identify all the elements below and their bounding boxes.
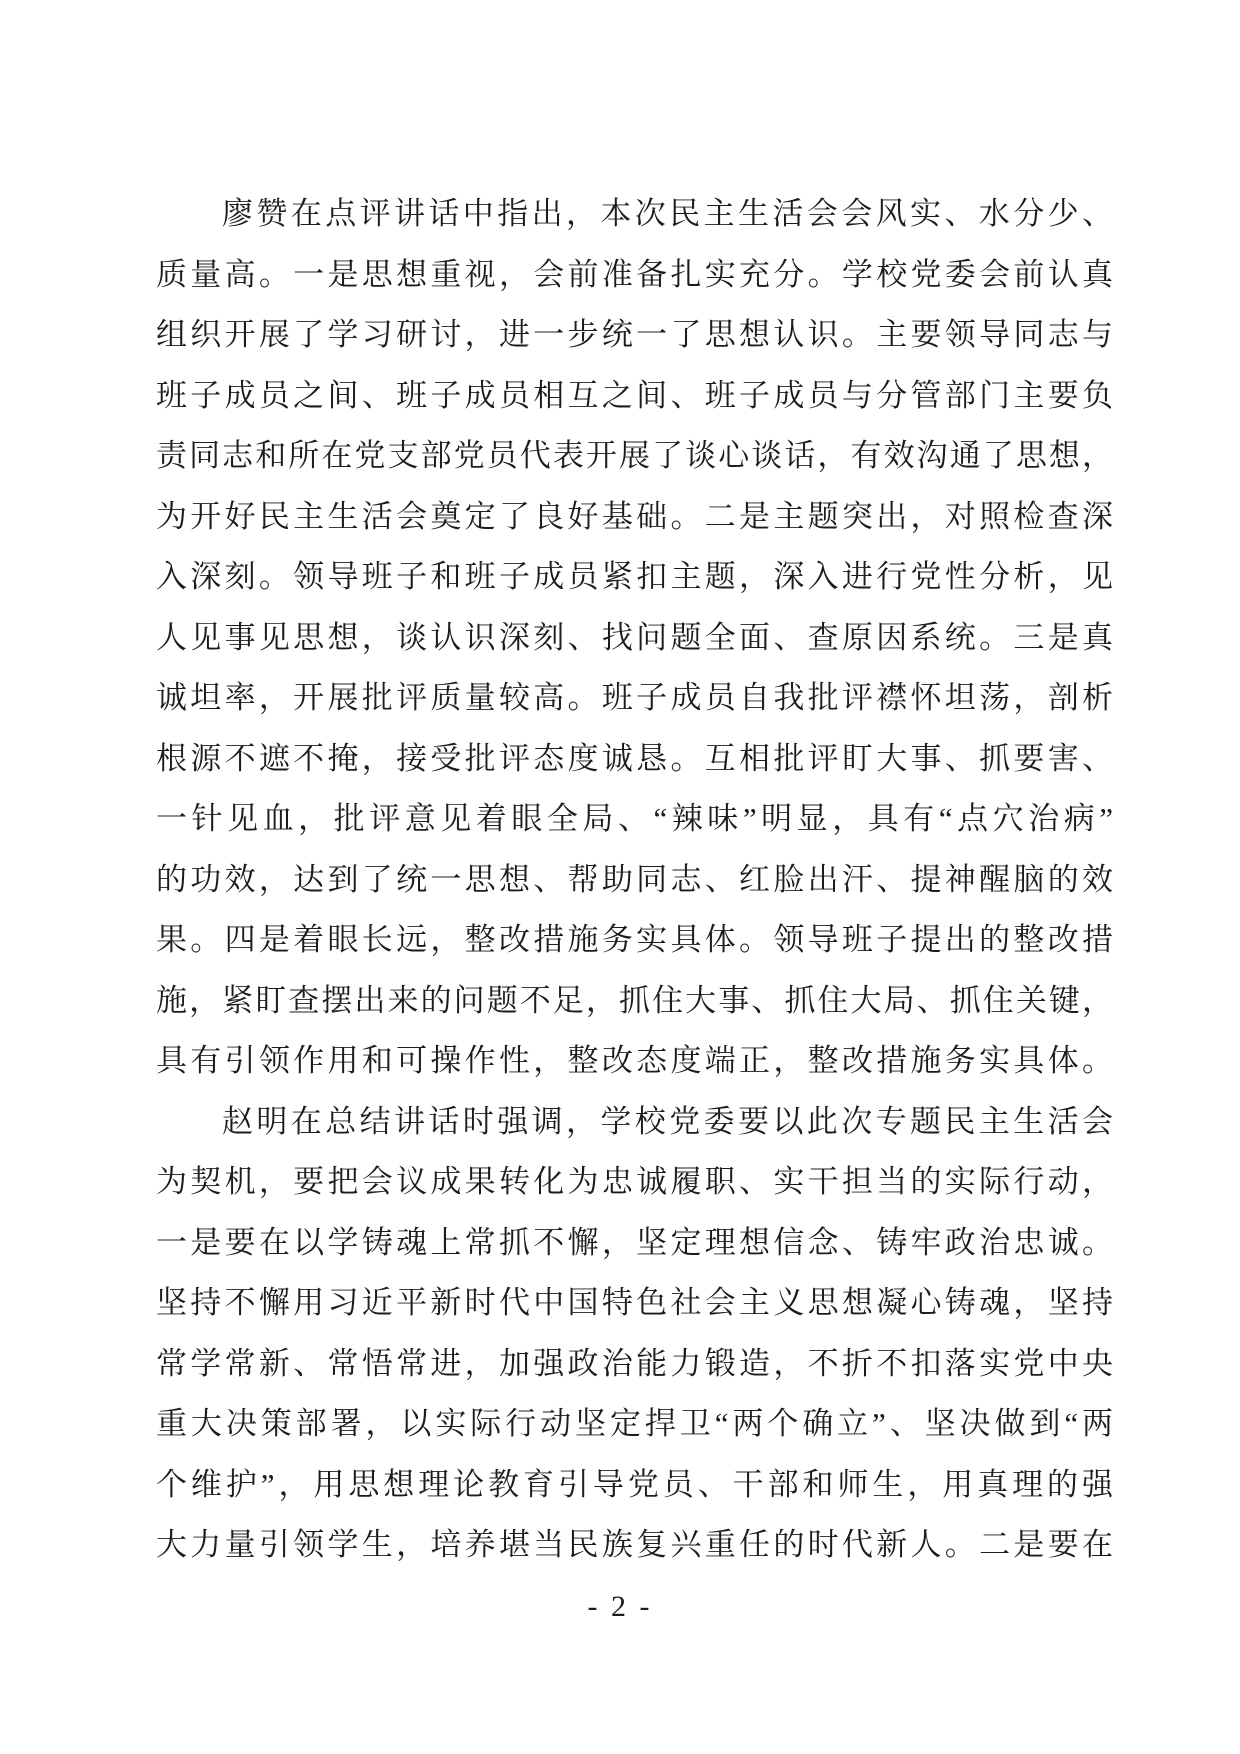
text-line: 常学常新、常悟常进，加强政治能力锻造，不折不扣落实党中央 xyxy=(156,1345,1113,1381)
text-line: 一针见血，批评意见着眼全局、“辣味”明显，具有“点穴治病” xyxy=(156,801,1113,836)
text-line: 为开好民主生活会奠定了良好基础。二是主题突出，对照检查深 xyxy=(156,498,1113,534)
text-line: 组织开展了学习研讨，进一步统一了思想认识。主要领导同志与 xyxy=(156,317,1113,352)
text-line: 一是要在以学铸魂上常抓不懈，坚定理想信念、铸牢政治忠诚。 xyxy=(156,1224,1113,1260)
text-line: 坚持不懈用习近平新时代中国特色社会主义思想凝心铸魂，坚持 xyxy=(156,1285,1113,1320)
text-line: 的功效，达到了统一思想、帮助同志、红脸出汗、提神醒脑的效 xyxy=(156,861,1113,897)
text-line: 班子成员之间、班子成员相互之间、班子成员与分管部门主要负 xyxy=(156,377,1113,413)
text-line: 质量高。一是思想重视，会前准备扎实充分。学校党委会前认真 xyxy=(156,256,1113,292)
text-line: 施，紧盯查摆出来的问题不足，抓住大事、抓住大局、抓住关键， xyxy=(156,982,1113,1018)
text-line: 根源不遮不掩，接受批评态度诚恳。互相批评盯大事、抓要害、 xyxy=(156,740,1113,776)
text-line: 果。四是着眼长远，整改措施务实具体。领导班子提出的整改措 xyxy=(156,922,1113,957)
text-line: 诚坦率，开展批评质量较高。班子成员自我批评襟怀坦荡，剖析 xyxy=(156,680,1113,715)
text-line: 责同志和所在党支部党员代表开展了谈心谈话，有效沟通了思想， xyxy=(156,438,1113,473)
text-line: 个维护”，用思想理论教育引导党员、干部和师生，用真理的强 xyxy=(156,1466,1113,1502)
text-line: 为契机，要把会议成果转化为忠诚履职、实干担当的实际行动， xyxy=(156,1164,1113,1199)
document-body xyxy=(156,184,1113,1576)
text-line: 廖赞在点评讲话中指出，本次民主生活会会风实、水分少、 xyxy=(222,196,1113,231)
text-line: 大力量引领学生，培养堪当民族复兴重任的时代新人。二是要在 xyxy=(156,1527,1113,1562)
text-line: 重大决策部署，以实际行动坚定捍卫“两个确立”、坚决做到“两 xyxy=(156,1406,1113,1441)
text-line: 人见事见思想，谈认识深刻、找问题全面、查原因系统。三是真 xyxy=(156,619,1113,655)
page-number: - 2 - xyxy=(587,1590,653,1623)
text-line: 具有引领作用和可操作性，整改态度端正，整改措施务实具体。 xyxy=(156,1043,1113,1078)
text-line: 赵明在总结讲话时强调，学校党委要以此次专题民主生活会 xyxy=(222,1103,1113,1139)
text-line: 入深刻。领导班子和班子成员紧扣主题，深入进行党性分析，见 xyxy=(156,559,1113,594)
